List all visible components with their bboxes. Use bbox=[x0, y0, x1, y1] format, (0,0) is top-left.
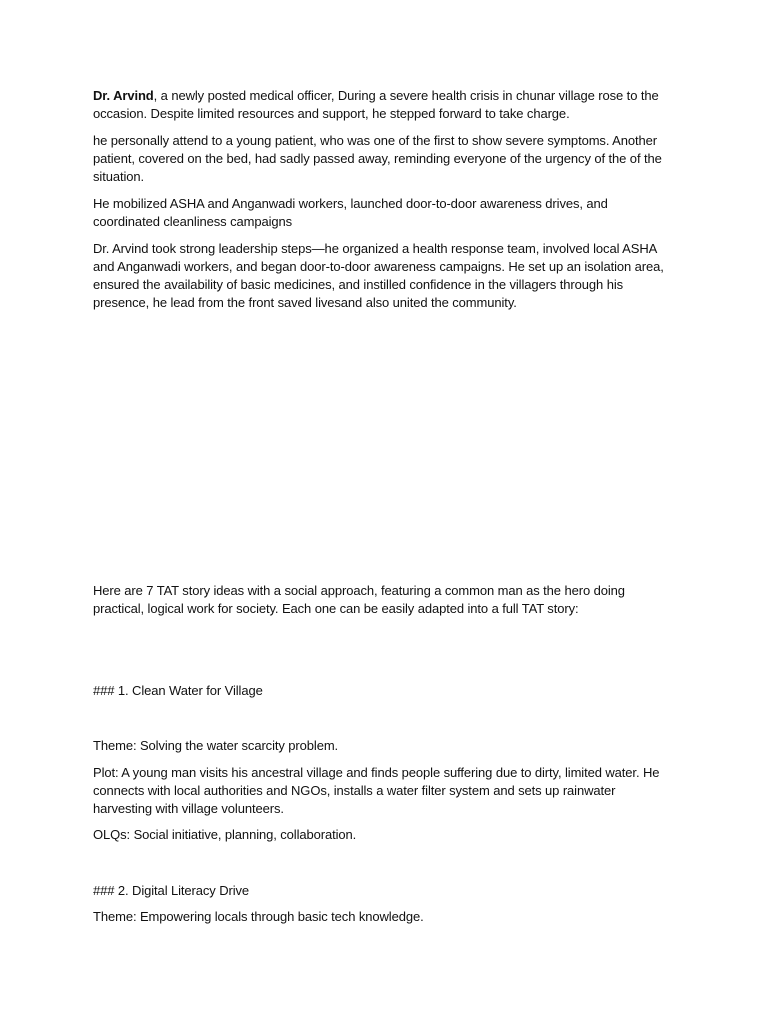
paragraph-tat-intro: Here are 7 TAT story ideas with a social approach, featuring a common man as the hero doing practical, logical work for society. Each one can be easily adapted into a full TAT story: bbox=[93, 583, 625, 616]
story-1-olqs: OLQs: Social initiative, planning, collaboration. bbox=[93, 827, 357, 842]
person-name: Dr. Arvind bbox=[93, 88, 154, 103]
paragraph-patient: he personally attend to a young patient, who was one of the first to show severe symptoms. Another patient, covered on the bed, had sadly passed away, reminding everyone of the urgency of the of the situation. bbox=[93, 133, 662, 184]
story-2-heading: ### 2. Digital Literacy Drive bbox=[93, 883, 250, 898]
story-2-theme: Theme: Empowering locals through basic tech knowledge. bbox=[93, 909, 424, 924]
paragraph-leadership: Dr. Arvind took strong leadership steps—he organized a health response team, involved local ASHA and Anganwadi workers, and began door-to-door awareness campaigns. He set up an isolation area, ensured the availability of basic medicines, and instilled confidence in the villagers through his presence, he lead from the front saved livesand also united the community. bbox=[93, 241, 664, 310]
story-1-plot: Plot: A young man visits his ancestral village and finds people suffering due to dirty, limited water. He connects with local authorities and NGOs, installs a water filter system and sets up rainwater harvesting with village volunteers. bbox=[93, 765, 660, 816]
story-1-theme: Theme: Solving the water scarcity problem. bbox=[93, 738, 339, 753]
paragraph-mobilized: He mobilized ASHA and Anganwadi workers, launched door-to-door awareness drives, and coordinated cleanliness campaigns bbox=[93, 196, 608, 229]
paragraph-dr-arvind-intro bbox=[93, 87, 675, 123]
story-1-heading: ### 1. Clean Water for Village bbox=[93, 683, 263, 698]
paragraph-text: , a newly posted medical officer, During a severe health crisis in chunar village rose to the occasion. Despite limited resources and support, he stepped forward to take charge. bbox=[93, 88, 659, 121]
